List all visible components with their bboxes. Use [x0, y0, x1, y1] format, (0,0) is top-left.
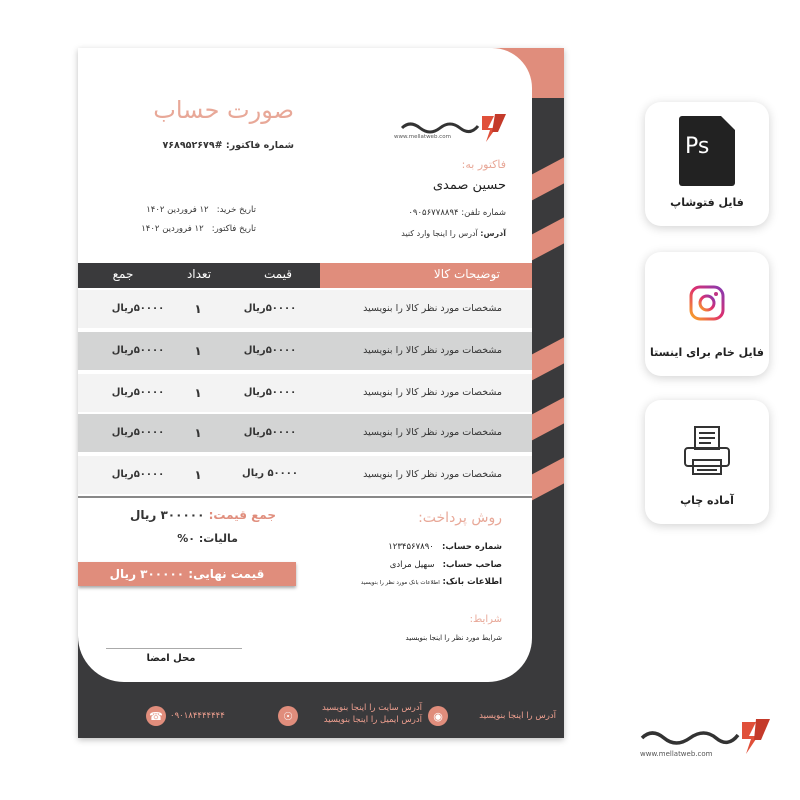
row-description: مشخصات مورد نظر کالا را بنویسید [363, 345, 502, 356]
row-qty: ۱ [194, 344, 202, 358]
row-price: ۵۰۰۰۰ریال [243, 345, 297, 356]
th-total: جمع [112, 267, 134, 281]
signature-label: محل امضا [146, 653, 196, 664]
print-card [645, 400, 769, 524]
tax: مالیات: ۰% [177, 532, 238, 545]
footer-email: آدرس ایمیل را اینجا بنویسید [323, 715, 422, 725]
table-row [78, 414, 532, 452]
row-qty: ۱ [194, 426, 202, 440]
photoshop-label: فایل فتوشاپ [670, 196, 744, 209]
terms-text: شرایط مورد نظر را اینجا بنویسید [405, 634, 502, 642]
row-qty: ۱ [194, 386, 202, 400]
bill-to-label: فاکتور به: [461, 158, 506, 171]
print-label: آماده چاپ [680, 494, 734, 507]
row-total: ۵۰۰۰۰ریال [111, 387, 165, 398]
globe-icon: ☉ [278, 706, 298, 726]
row-description: مشخصات مورد نظر کالا را بنویسید [363, 427, 502, 438]
th-qty: تعداد [186, 267, 212, 281]
final-price-banner: قیمت نهایی: ۳۰۰۰۰۰ ریال [78, 562, 296, 586]
row-price: ۵۰۰۰۰ ریال [242, 468, 298, 479]
account-owner: صاحب حساب: سهیل مرادی [389, 560, 502, 570]
table-bottom-rule [78, 496, 532, 498]
row-price: ۵۰۰۰۰ریال [243, 387, 297, 398]
table-row [78, 456, 532, 494]
invoice-date: تاریخ فاکتور: ۱۲ فروردین ۱۴۰۲ [141, 224, 256, 234]
bank-info: اطلاعات بانک: اطلاعات بانک مورد نظر را بنویسید [360, 577, 502, 587]
th-description: توضیحات کالا [433, 267, 500, 281]
th-price: قیمت [263, 267, 293, 281]
invoice-sheet [78, 48, 564, 738]
subtotal: جمع قیمت: ۳۰۰۰۰۰ ریال [129, 508, 276, 522]
printer-icon [681, 424, 733, 476]
table-row [78, 332, 532, 370]
purchase-date: تاریخ خرید: ۱۲ فروردین ۱۴۰۲ [146, 205, 256, 215]
row-total: ۵۰۰۰۰ریال [111, 303, 165, 314]
row-description: مشخصات مورد نظر کالا را بنویسید [363, 387, 502, 398]
table-row [78, 290, 532, 328]
row-price: ۵۰۰۰۰ریال [243, 427, 297, 438]
customer-phone: شماره تلفن: ۰۹۰۵۶۷۷۸۸۹۴ [408, 208, 506, 218]
footer-address: آدرس را اینجا بنویسید [479, 711, 556, 721]
brand-watermark: www.mellatweb.com [634, 716, 774, 760]
photoshop-card [645, 102, 769, 226]
row-qty: ۱ [194, 302, 202, 316]
signature-line [106, 648, 242, 649]
footer-website: آدرس سایت را اینجا بنویسید [322, 703, 422, 713]
instagram-label: فایل خام برای اینستا [650, 346, 764, 359]
photoshop-icon: Ps [679, 116, 735, 186]
footer-phone: ۰۹۰۱۸۴۴۴۴۴۴۴ [170, 711, 225, 721]
instagram-card [645, 252, 769, 376]
row-description: مشخصات مورد نظر کالا را بنویسید [363, 469, 502, 480]
invoice-number: شماره فاکتور: #۷۶۸۹۵۲۶۷۹ [162, 140, 294, 151]
row-total: ۵۰۰۰۰ریال [111, 427, 165, 438]
customer-address: آدرس: آدرس را اینجا وارد کنید [401, 229, 506, 238]
row-total: ۵۰۰۰۰ریال [111, 469, 165, 480]
table-row [78, 374, 532, 412]
brand-logo: www.mellatweb.com [390, 110, 510, 144]
invoice-title: صورت حساب [153, 96, 294, 124]
customer-name: حسین صمدی [432, 178, 506, 193]
account-number: شماره حساب: ۱۲۳۴۵۶۷۸۹۰ [388, 542, 502, 552]
payment-title: روش پرداخت: [418, 510, 502, 526]
terms-title: شرایط: [469, 614, 502, 625]
row-description: مشخصات مورد نظر کالا را بنویسید [363, 303, 502, 314]
phone-icon: ☎ [146, 706, 166, 726]
row-price: ۵۰۰۰۰ریال [243, 303, 297, 314]
row-qty: ۱ [194, 468, 202, 482]
location-icon: ◉ [428, 706, 448, 726]
row-total: ۵۰۰۰۰ریال [111, 345, 165, 356]
instagram-icon [689, 285, 725, 321]
